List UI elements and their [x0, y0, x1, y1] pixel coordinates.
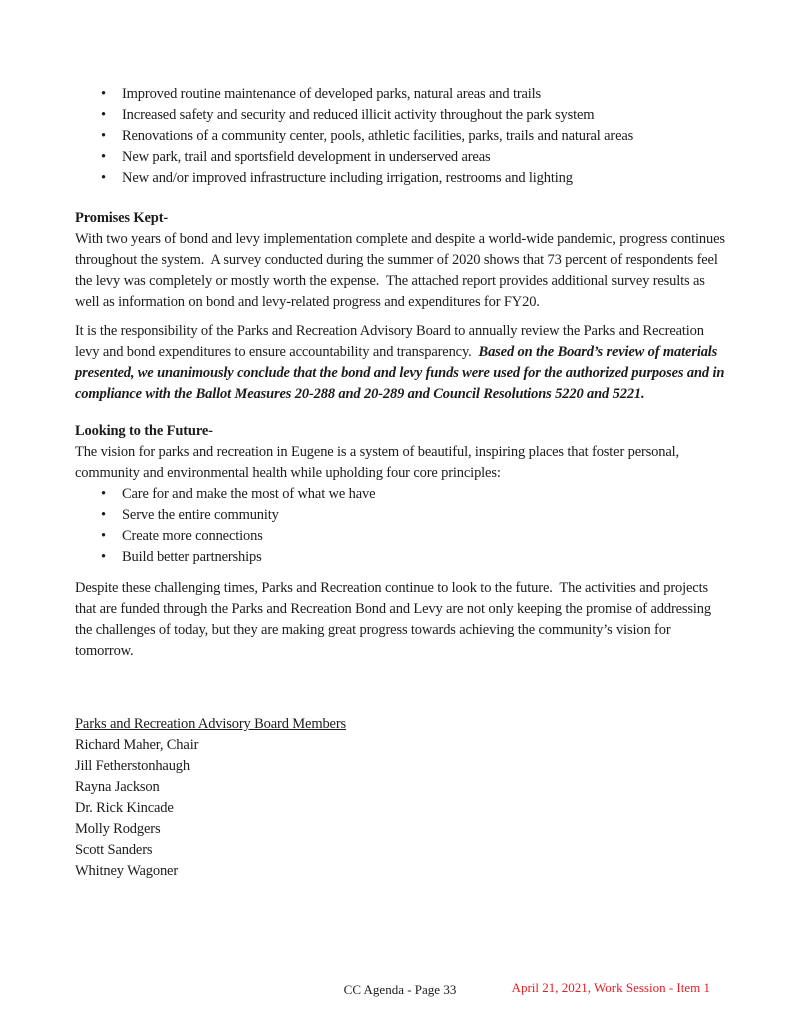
board-member: Molly Rodgers	[75, 821, 161, 837]
bullet-icon: •	[101, 86, 106, 102]
principles-bullet-list	[75, 484, 727, 568]
bullet-text: Care for and make the most of what we have	[122, 486, 376, 502]
board-members-heading-text: Parks and Recreation Advisory Board Members	[75, 716, 347, 732]
document-content	[75, 84, 727, 882]
promises-kept-heading: Promises Kept-	[75, 210, 169, 226]
board-member: Scott Sanders	[75, 842, 153, 858]
bullet-item	[75, 505, 727, 526]
accountability-paragraph	[75, 321, 727, 405]
bullet-text: New park, trail and sportsfield development in underserved areas	[122, 149, 491, 165]
board-conclusion-text: Based on the Board’s review of materials presented, we unanimously conclude that the bond and levy funds were used for the authorized purposes and in compliance with the Ballot Measures 20-288 and 20-289 and Council Resolutions 5220 and 5221.	[75, 344, 728, 402]
bullet-text: Create more connections	[122, 528, 263, 544]
bullet-item	[75, 105, 727, 126]
bullet-icon: •	[101, 107, 106, 123]
bullet-icon: •	[101, 128, 106, 144]
board-member: Richard Maher, Chair	[75, 737, 199, 753]
bullet-text: Build better partnerships	[122, 549, 262, 565]
board-members-heading	[75, 714, 727, 735]
board-member: Whitney Wagoner	[75, 863, 179, 879]
bullet-text: New and/or improved infrastructure including irrigation, restrooms and lighting	[122, 170, 573, 186]
promises-kept-paragraph: With two years of bond and levy implementation complete and despite a world-wide pandemic, progress continues throughout the system. A survey conducted during the summer of 2020 shows that 73 percent of respondents feel the levy was completely or mostly worth the expense. The attached report provides additional survey results as well as information on bond and levy-related progress and expenditures for FY20.	[75, 231, 729, 310]
responsibility-text: It is the responsibility of the Parks and Recreation Advisory Board to annually review the Parks and Recreation levy and bond expenditures to ensure accountability and transparency.	[75, 323, 708, 360]
bullet-item	[75, 168, 727, 189]
bullet-text: Serve the entire community	[122, 507, 279, 523]
board-members-section	[75, 714, 727, 882]
board-member: Rayna Jackson	[75, 779, 160, 795]
bullet-icon: •	[101, 486, 106, 502]
bullet-icon: •	[101, 149, 106, 165]
bullet-icon: •	[101, 507, 106, 523]
bullet-text: Improved routine maintenance of developed parks, natural areas and trails	[122, 86, 542, 102]
bullet-item	[75, 84, 727, 105]
bullet-item	[75, 147, 727, 168]
bullet-item	[75, 526, 727, 547]
bullet-item	[75, 547, 727, 568]
bullet-text: Increased safety and security and reduced illicit activity throughout the park system	[122, 107, 595, 123]
board-member: Dr. Rick Kincade	[75, 800, 174, 816]
bullet-item	[75, 484, 727, 505]
intro-bullet-list	[75, 84, 727, 189]
closing-paragraph: Despite these challenging times, Parks and Recreation continue to look to the future. The activities and projects that are funded through the Parks and Recreation Bond and Levy are not only keeping the promise of addressing the challenges of today, but they are making great progress towards achieving the community’s vision for tomorrow.	[75, 580, 715, 659]
bullet-text: Renovations of a community center, pools, athletic facilities, parks, trails and natural areas	[122, 128, 634, 144]
bullet-icon: •	[101, 170, 106, 186]
board-member: Jill Fetherstonhaugh	[75, 758, 191, 774]
vision-paragraph: The vision for parks and recreation in Eugene is a system of beautiful, inspiring places that foster personal, community and environmental health while upholding four core principles:	[75, 444, 683, 481]
footer-page-label: CC Agenda - Page 33	[343, 982, 457, 997]
bullet-item	[75, 126, 727, 147]
looking-future-heading: Looking to the Future-	[75, 423, 213, 439]
bullet-icon: •	[101, 528, 106, 544]
footer-session-label: April 21, 2021, Work Session - Item 1	[511, 980, 710, 995]
bullet-icon: •	[101, 549, 106, 565]
